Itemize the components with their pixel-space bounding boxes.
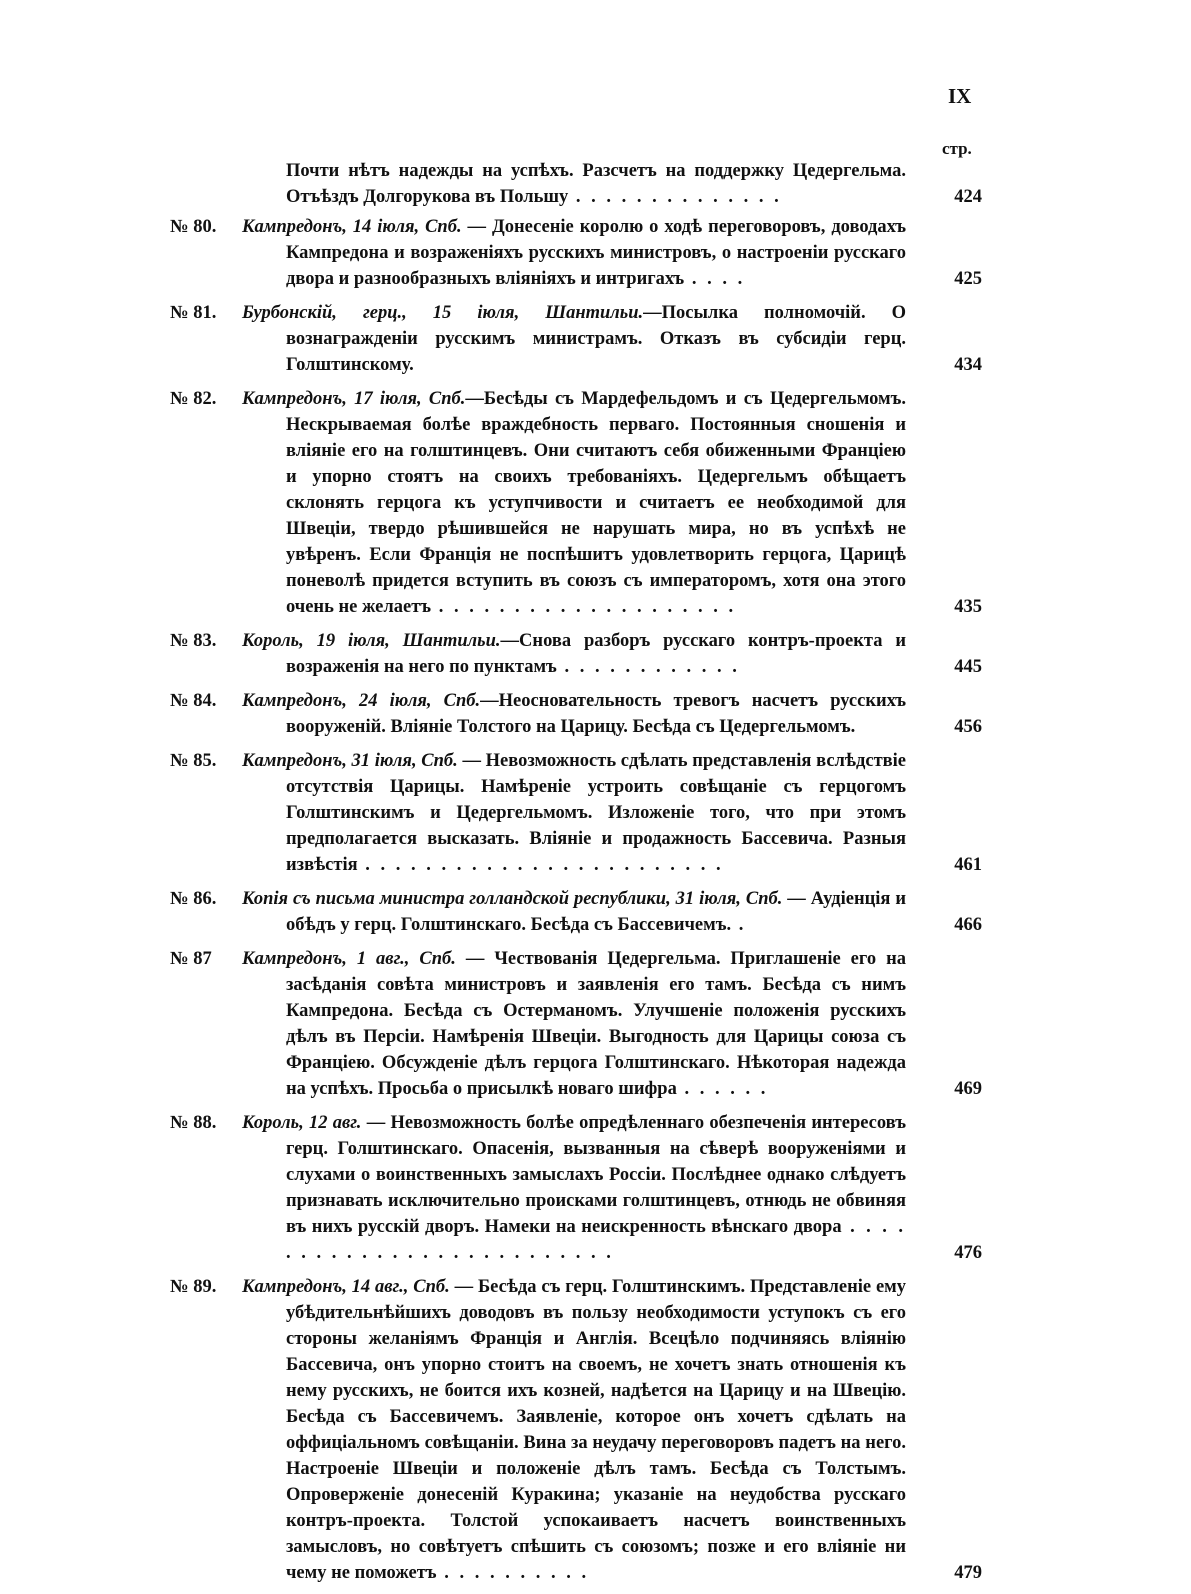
entry-text: Кампредонъ, 14 іюля, Спб. — Донесеніе королю о ходѣ переговоровъ, доводахъ Кампредона и возраженіяхъ русскихъ министровъ, о настроеніи русскаго двора и разнообразныхъ вліяніяхъ и интригахъ . . . . [242, 217, 906, 289]
entry-page: 476 [954, 1243, 982, 1263]
entry-text: Кампредонъ, 31 іюля, Спб. — Невозможность сдѣлать представленія вслѣдствіе отсутствія Царицы. Намѣреніе устроить совѣщаніе съ герцогомъ Голштинскимъ и Цедергельмомъ. Изложеніе того, что при этомъ предполагается высказать. Вліяніе и продажность Бассевича. Разныя извѣстія . . . . . . . . . . . . . . . . . . . . . . . . [242, 751, 907, 875]
entry-page: 456 [954, 717, 982, 737]
entry-number: № 82. [170, 389, 217, 409]
entry-text: Кампредонъ, 14 авг., Спб. — Бесѣда съ герц. Голштинскимъ. Представленіе ему убѣдительнѣйшихъ доводовъ въ пользу необходимости уступокъ съ его стороны желаніямъ Франція и Англія. Всецѣло подчиняясь вліянію Бассевича, онъ упорно стоитъ на своемъ, не хочетъ знать отношенія къ нему русскихъ, не боится ихъ козней, надѣется на Царицу и на Швецію. Бесѣда съ Бассевичемъ. Заявленіе, которое онъ хочетъ сдѣлать на оффиціальномъ совѣщаніи. Вина за неудачу переговоровъ падетъ на него. Настроеніе Швеціи и положеніе дѣлъ тамъ. Бесѣда съ Толстымъ. Опроверженіе донесеній Куракина; указаніе на неудобства русскаго контръ-проекта. Толстой успокаиваетъ насчетъ воинственныхъ замысловъ, но совѣтуетъ спѣшить съ союзомъ; позже и его вліяніе ни чему не поможетъ . . . . . . . . . . [242, 1277, 907, 1583]
entry-number: № 85. [170, 751, 217, 771]
toc-entry [170, 1274, 982, 1586]
entry-text: Кампредонъ, 24 іюля, Спб.—Неосновательность тревогъ насчетъ русскихъ вооруженій. Вліяніе Толстого на Царицу. Бесѣда съ Цедергельмомъ. [242, 691, 906, 737]
entry-page: 424 [954, 187, 982, 207]
entry-number: № 88. [170, 1113, 217, 1133]
toc-entry [170, 386, 982, 620]
entry-number: № 86. [170, 889, 217, 909]
entry-text: Бурбонскій, герц., 15 іюля, Шантильи.—Посылка полномочій. О вознагражденіи русскимъ министрамъ. Отказъ въ субсидіи герц. Голштинскому. [242, 303, 907, 375]
entry-text: Кампредонъ, 1 авг., Спб. — Чествованія Цедергельма. Приглашеніе его на засѣданія совѣта министровъ и заявленія его тамъ. Бесѣда съ нимъ Кампредона. Бесѣда съ Остерманомъ. Улучшеніе положенія русскихъ дѣлъ въ Персіи. Намѣренія Швеціи. Выгодность для Царицы союза съ Франціею. Обсужденіе дѣлъ герцога Голштинскаго. Нѣкоторая надежда на успѣхъ. Просьба о присылкѣ новаго шифра . . . . . . [242, 949, 906, 1099]
entry-page: 479 [954, 1563, 982, 1583]
entry-page: 469 [954, 1079, 982, 1099]
entry-number: № 80. [170, 217, 217, 237]
entry-text: Почти нѣтъ надежды на успѣхъ. Разсчетъ на поддержку Цедергельма. Отъѣздъ Долгорукова въ Польшу . . . . . . . . . . . . . . [286, 161, 906, 207]
toc-entry [170, 748, 982, 878]
table-of-contents [170, 158, 982, 1594]
toc-entry [170, 1110, 982, 1266]
entry-text: Король, 19 іюля, Шантильи.—Снова разборъ русскаго контръ-проекта и возраженія на него по пунктамъ . . . . . . . . . . . . [242, 631, 907, 677]
entry-text: Кампредонъ, 17 іюля, Спб.—Бесѣды съ Мардефельдомъ и съ Цедергельмомъ. Нескрываемая болѣе враждебность перваго. Постоянныя сношенія и вліяніе его на голштинцевъ. Они считаютъ себя обиженными Франціею и упорно стоятъ на своихъ требованіяхъ. Цедергельмъ обѣщаетъ склонять герцога къ уступчивости и считаетъ ее необходимой для Швеціи, твердо рѣшившейся не нарушать мира, но въ успѣхѣ не увѣренъ. Если Франція не поспѣшитъ удовлетворить герцога, Царицѣ поневолѣ придется вступить въ союзъ съ императоромъ, хотя она этого очень не желаетъ . . . . . . . . . . . . . . . . . . . . [242, 389, 906, 617]
entry-page: 435 [954, 597, 982, 617]
toc-entry [170, 886, 982, 938]
entry-number: № 87 [170, 949, 212, 969]
toc-entry [170, 688, 982, 740]
entry-number: № 83. [170, 631, 217, 651]
entry-number: № 84. [170, 691, 217, 711]
toc-entry [170, 628, 982, 680]
entry-text: Копія съ письма министра голландской республики, 31 іюля, Спб. — Аудіенція и обѣдъ у герц. Голштинскаго. Бесѣда съ Бассевичемъ. . [242, 889, 907, 935]
entry-page: 461 [954, 855, 982, 875]
entry-text: Король, 12 авг. — Невозможность болѣе опредѣленнаго обезпеченія интересовъ герц. Голштинскаго. Опасенія, вызванныя на сѣверѣ вооруженіями и слухами о воинственныхъ замыслахъ Россіи. Послѣднее однако слѣдуетъ признавать исключительно происками голштинцевъ, отнюдь не обвиняя въ нихъ русскій дворъ. Намеки на неискренность вѣнскаго двора . . . . . . . . . . . . . . . . . . . . . . . . . . [242, 1113, 906, 1263]
toc-entry [170, 214, 982, 292]
entry-number: № 89. [170, 1277, 217, 1297]
page-column-label: стр. [942, 139, 972, 158]
toc-entry [170, 946, 982, 1102]
toc-entry [170, 158, 982, 210]
entry-number: № 81. [170, 303, 217, 323]
entry-page: 434 [954, 355, 982, 375]
toc-entry [170, 300, 982, 378]
entry-page: 466 [954, 915, 982, 935]
entry-page: 425 [954, 269, 982, 289]
entry-page: 445 [954, 657, 982, 677]
page-number: IX [948, 84, 972, 108]
